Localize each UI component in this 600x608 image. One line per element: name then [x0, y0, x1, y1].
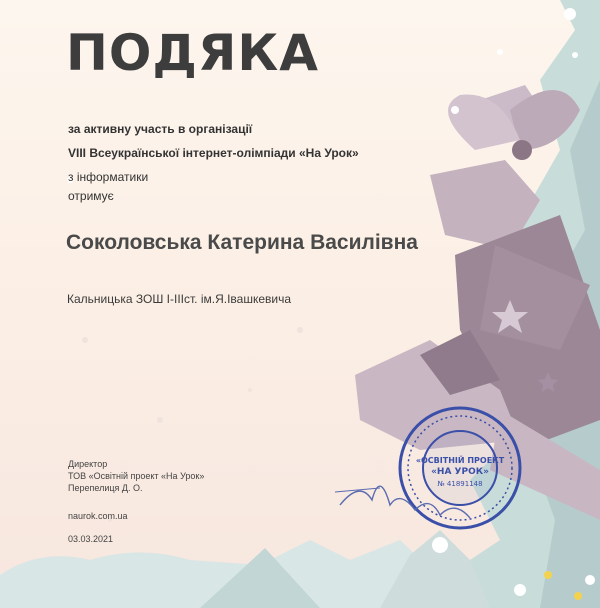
signatory-org: ТОВ «Освітній проект «На Урок» — [68, 471, 205, 481]
reason-line-1: за активну участь в організації — [68, 122, 253, 136]
school-name: Кальницька ЗОШ І-ІІІст. ім.Я.Івашкевича — [67, 292, 292, 306]
website-link[interactable]: naurok.com.ua — [68, 511, 128, 521]
recipient-name: Соколовська Катерина Василівна — [66, 231, 418, 254]
stamp-line2: «НА УРОК» — [431, 467, 489, 477]
stamp-line1: «ОСВІТНІЙ ПРОЕКТ — [415, 456, 505, 465]
certificate-title: ПОДЯКА — [66, 24, 319, 82]
receives-label: отримує — [68, 189, 114, 203]
yellow-dot — [544, 571, 552, 579]
stamp-code: № 41891148 — [437, 480, 483, 488]
reason-line-2: VIII Всеукраїнської інтернет-олімпіади «На Урок» — [68, 146, 359, 160]
issue-date: 03.03.2021 — [68, 534, 114, 544]
signatory-name: Перепелиця Д. О. — [68, 483, 143, 493]
signatory-role: Директор — [68, 459, 108, 469]
yellow-dot — [574, 592, 582, 600]
reason-line-3: з інформатики — [68, 170, 149, 184]
